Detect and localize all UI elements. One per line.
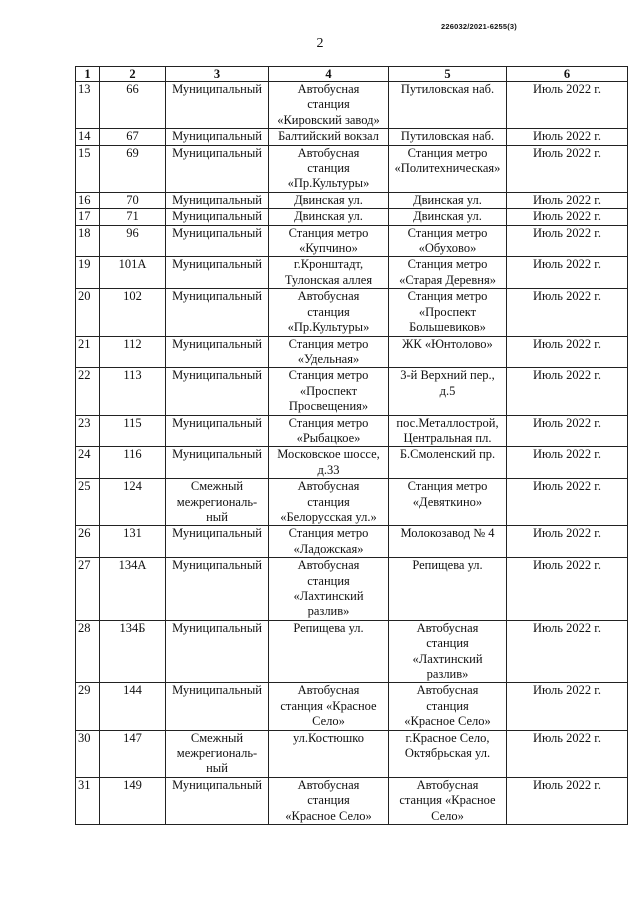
start-point-cell xyxy=(269,368,389,415)
cell-line: Муниципальный xyxy=(172,447,262,462)
table-body xyxy=(76,82,628,825)
end-point-cell xyxy=(389,192,507,208)
row-number-cell: 29 xyxy=(76,683,100,730)
table-row xyxy=(76,558,628,621)
cell-line: Муниципальный xyxy=(172,257,262,272)
cell-line: Автобусная xyxy=(297,82,360,96)
date-cell: Июль 2022 г. xyxy=(507,336,628,368)
start-point-cell xyxy=(269,730,389,777)
cell-line: станция «Красное xyxy=(399,793,496,808)
document-id: 226032/2021-6255(3) xyxy=(441,22,517,31)
cell-line: станция xyxy=(307,793,350,808)
cell-line: станция xyxy=(307,97,350,112)
column-header: 3 xyxy=(166,67,269,82)
table-row xyxy=(76,209,628,225)
cell-line: Смежный xyxy=(190,479,244,494)
row-number-cell: 21 xyxy=(76,336,100,368)
route-type-cell xyxy=(166,257,269,289)
cell-line: разлив» xyxy=(426,667,469,682)
table-row xyxy=(76,415,628,447)
date-cell: Июль 2022 г. xyxy=(507,145,628,192)
table-row xyxy=(76,145,628,192)
route-number-cell: 115 xyxy=(100,415,166,447)
date-cell: Июль 2022 г. xyxy=(507,289,628,336)
route-type-cell xyxy=(166,777,269,824)
route-number-cell: 144 xyxy=(100,683,166,730)
row-number-cell: 25 xyxy=(76,479,100,526)
row-number-cell: 23 xyxy=(76,415,100,447)
row-number-cell: 13 xyxy=(76,82,100,129)
row-number-cell: 20 xyxy=(76,289,100,336)
end-point-cell xyxy=(389,368,507,415)
end-point-cell xyxy=(389,225,507,257)
cell-line: «Пр.Культуры» xyxy=(287,320,370,335)
route-number-cell: 116 xyxy=(100,447,166,479)
cell-line: «Пр.Культуры» xyxy=(287,176,370,191)
end-point-cell xyxy=(389,777,507,824)
table-row xyxy=(76,447,628,479)
cell-line: Станция метро xyxy=(407,257,488,272)
start-point-cell xyxy=(269,620,389,683)
row-number-cell: 27 xyxy=(76,558,100,621)
start-point-cell xyxy=(269,257,389,289)
row-number-cell: 17 xyxy=(76,209,100,225)
cell-line: Муниципальный xyxy=(172,336,262,351)
row-number-cell: 18 xyxy=(76,225,100,257)
cell-line: Муниципальный xyxy=(172,129,262,144)
date-cell: Июль 2022 г. xyxy=(507,225,628,257)
cell-line: «Купчино» xyxy=(299,241,358,256)
cell-line: Автобусная xyxy=(297,479,360,494)
route-type-cell xyxy=(166,415,269,447)
cell-line: разлив» xyxy=(307,604,350,619)
table-row xyxy=(76,129,628,145)
cell-line: Муниципальный xyxy=(172,415,262,430)
cell-line: Тулонская аллея xyxy=(284,272,373,287)
cell-line: 3-й Верхний пер., xyxy=(400,368,495,383)
cell-line: Двинская ул. xyxy=(294,192,363,207)
route-number-cell: 102 xyxy=(100,289,166,336)
cell-line: Муниципальный xyxy=(172,777,262,792)
cell-line: Путиловская наб. xyxy=(400,129,495,144)
route-type-cell xyxy=(166,479,269,526)
row-number-cell: 31 xyxy=(76,777,100,824)
row-number-cell: 19 xyxy=(76,257,100,289)
row-number-cell: 28 xyxy=(76,620,100,683)
start-point-cell xyxy=(269,415,389,447)
table-header-row xyxy=(76,67,628,82)
cell-line: пос.Металлострой, xyxy=(396,415,499,430)
cell-line: Большевиков» xyxy=(409,320,486,335)
cell-line: «Красное Село» xyxy=(285,808,372,823)
date-cell: Июль 2022 г. xyxy=(507,415,628,447)
cell-line: станция xyxy=(307,573,350,588)
date-cell: Июль 2022 г. xyxy=(507,620,628,683)
cell-line: Репищева ул. xyxy=(293,620,364,635)
date-cell: Июль 2022 г. xyxy=(507,479,628,526)
cell-line: Станция метро xyxy=(407,289,488,304)
cell-line: Автобусная xyxy=(297,777,360,792)
start-point-cell xyxy=(269,145,389,192)
start-point-cell xyxy=(269,447,389,479)
table-row xyxy=(76,192,628,208)
date-cell: Июль 2022 г. xyxy=(507,558,628,621)
cell-line: Автобусная xyxy=(297,289,360,304)
cell-line: станция xyxy=(426,636,469,651)
cell-line: станция xyxy=(426,698,469,713)
cell-line: Автобусная xyxy=(416,683,479,698)
table-row xyxy=(76,82,628,129)
route-type-cell xyxy=(166,289,269,336)
cell-line: Муниципальный xyxy=(172,683,262,698)
cell-line: Муниципальный xyxy=(172,192,262,207)
date-cell: Июль 2022 г. xyxy=(507,730,628,777)
table-row xyxy=(76,257,628,289)
cell-line: Муниципальный xyxy=(172,526,262,541)
cell-line: Муниципальный xyxy=(172,558,262,573)
cell-line: станция xyxy=(307,161,350,176)
cell-line: Муниципальный xyxy=(172,225,262,240)
start-point-cell xyxy=(269,526,389,558)
cell-line: г.Кронштадт, xyxy=(293,257,364,272)
cell-line: Муниципальный xyxy=(172,82,262,96)
cell-line: «Удельная» xyxy=(297,351,360,366)
cell-line: Муниципальный xyxy=(172,289,262,304)
cell-line: станция «Красное xyxy=(280,698,377,713)
row-number-cell: 30 xyxy=(76,730,100,777)
date-cell: Июль 2022 г. xyxy=(507,257,628,289)
route-number-cell: 101А xyxy=(100,257,166,289)
cell-line: Двинская ул. xyxy=(413,192,482,207)
route-number-cell: 134Б xyxy=(100,620,166,683)
end-point-cell xyxy=(389,145,507,192)
route-number-cell: 96 xyxy=(100,225,166,257)
route-type-cell xyxy=(166,225,269,257)
cell-line: Станция метро xyxy=(288,526,369,541)
cell-line: ул.Костюшко xyxy=(292,730,364,745)
column-header: 6 xyxy=(507,67,628,82)
cell-line: Б.Смоленский пр. xyxy=(399,447,496,462)
route-type-cell xyxy=(166,447,269,479)
cell-line: Муниципальный xyxy=(172,209,262,224)
route-type-cell xyxy=(166,526,269,558)
route-type-cell xyxy=(166,82,269,129)
cell-line: Муниципальный xyxy=(172,368,262,383)
row-number-cell: 14 xyxy=(76,129,100,145)
cell-line: Станция метро xyxy=(407,145,488,160)
cell-line: Смежный xyxy=(190,730,244,745)
route-number-cell: 71 xyxy=(100,209,166,225)
cell-line: «Проспект xyxy=(418,304,477,319)
column-header: 2 xyxy=(100,67,166,82)
cell-line: Путиловская наб. xyxy=(400,82,495,96)
end-point-cell xyxy=(389,415,507,447)
cell-line: Станция метро xyxy=(288,225,369,240)
cell-line: «Кировский завод» xyxy=(277,112,380,127)
route-type-cell xyxy=(166,145,269,192)
cell-line: Станция метро xyxy=(288,336,369,351)
start-point-cell xyxy=(269,777,389,824)
date-cell: Июль 2022 г. xyxy=(507,683,628,730)
cell-line: Московское шоссе, xyxy=(277,447,380,462)
route-number-cell: 69 xyxy=(100,145,166,192)
end-point-cell xyxy=(389,558,507,621)
row-number-cell: 26 xyxy=(76,526,100,558)
cell-line: Муниципальный xyxy=(172,620,262,635)
table-row xyxy=(76,368,628,415)
route-type-cell xyxy=(166,192,269,208)
cell-line: Балтийский вокзал xyxy=(278,129,379,144)
cell-line: «Старая Деревня» xyxy=(399,272,496,287)
column-header: 4 xyxy=(269,67,389,82)
date-cell: Июль 2022 г. xyxy=(507,82,628,129)
cell-line: «Красное Село» xyxy=(404,714,491,729)
cell-line: Центральная пл. xyxy=(403,430,492,445)
route-number-cell: 134А xyxy=(100,558,166,621)
column-header: 5 xyxy=(389,67,507,82)
date-cell: Июль 2022 г. xyxy=(507,209,628,225)
cell-line: Автобусная xyxy=(297,683,360,698)
start-point-cell xyxy=(269,683,389,730)
row-number-cell: 16 xyxy=(76,192,100,208)
cell-line: «Обухово» xyxy=(418,241,477,256)
route-type-cell xyxy=(166,129,269,145)
cell-line: «Проспект xyxy=(299,383,358,398)
cell-line: Автобусная xyxy=(416,620,479,635)
date-cell: Июль 2022 г. xyxy=(507,777,628,824)
cell-line: межрегиональ- xyxy=(176,494,258,509)
date-cell: Июль 2022 г. xyxy=(507,192,628,208)
cell-line: межрегиональ- xyxy=(176,746,258,761)
end-point-cell xyxy=(389,336,507,368)
cell-line: г.Красное Село, xyxy=(405,730,490,745)
end-point-cell xyxy=(389,129,507,145)
end-point-cell xyxy=(389,447,507,479)
cell-line: Автобусная xyxy=(416,777,479,792)
route-type-cell xyxy=(166,336,269,368)
end-point-cell xyxy=(389,526,507,558)
route-type-cell xyxy=(166,558,269,621)
start-point-cell xyxy=(269,225,389,257)
end-point-cell xyxy=(389,257,507,289)
row-number-cell: 22 xyxy=(76,368,100,415)
route-number-cell: 66 xyxy=(100,82,166,129)
cell-line: Село» xyxy=(431,808,464,823)
end-point-cell xyxy=(389,730,507,777)
route-number-cell: 67 xyxy=(100,129,166,145)
cell-line: ЖК «Юнтолово» xyxy=(402,336,493,351)
cell-line: Муниципальный xyxy=(172,145,262,160)
route-number-cell: 124 xyxy=(100,479,166,526)
table-row xyxy=(76,683,628,730)
cell-line: ный xyxy=(206,509,228,524)
cell-line: Октябрьская ул. xyxy=(404,746,491,761)
route-type-cell xyxy=(166,683,269,730)
row-number-cell: 24 xyxy=(76,447,100,479)
cell-line: д.33 xyxy=(317,462,340,477)
cell-line: «Ладожская» xyxy=(293,541,364,556)
start-point-cell xyxy=(269,289,389,336)
cell-line: Станция метро xyxy=(407,479,488,494)
end-point-cell xyxy=(389,620,507,683)
route-number-cell: 113 xyxy=(100,368,166,415)
end-point-cell xyxy=(389,82,507,129)
table-row xyxy=(76,620,628,683)
end-point-cell xyxy=(389,209,507,225)
cell-line: Просвещения» xyxy=(288,399,369,414)
column-header: 1 xyxy=(76,67,100,82)
start-point-cell xyxy=(269,192,389,208)
cell-line: д.5 xyxy=(439,383,456,398)
table-row xyxy=(76,479,628,526)
route-type-cell xyxy=(166,620,269,683)
date-cell: Июль 2022 г. xyxy=(507,129,628,145)
cell-line: Станция метро xyxy=(288,415,369,430)
cell-line: Двинская ул. xyxy=(294,209,363,224)
start-point-cell xyxy=(269,129,389,145)
route-number-cell: 149 xyxy=(100,777,166,824)
cell-line: Автобусная xyxy=(297,145,360,160)
date-cell: Июль 2022 г. xyxy=(507,447,628,479)
cell-line: «Белорусская ул.» xyxy=(280,509,377,524)
start-point-cell xyxy=(269,558,389,621)
cell-line: Двинская ул. xyxy=(413,209,482,224)
cell-line: «Лахтинский xyxy=(412,651,483,666)
cell-line: ный xyxy=(206,761,228,776)
date-cell: Июль 2022 г. xyxy=(507,368,628,415)
date-cell: Июль 2022 г. xyxy=(507,526,628,558)
route-type-cell xyxy=(166,730,269,777)
end-point-cell xyxy=(389,289,507,336)
start-point-cell xyxy=(269,82,389,129)
end-point-cell xyxy=(389,683,507,730)
route-type-cell xyxy=(166,368,269,415)
routes-table xyxy=(75,66,628,825)
cell-line: «Рыбацкое» xyxy=(296,430,361,445)
end-point-cell xyxy=(389,479,507,526)
cell-line: «Девяткино» xyxy=(412,494,483,509)
cell-line: Станция метро xyxy=(288,368,369,383)
route-number-cell: 112 xyxy=(100,336,166,368)
route-number-cell: 131 xyxy=(100,526,166,558)
cell-line: станция xyxy=(307,304,350,319)
start-point-cell xyxy=(269,479,389,526)
table-row xyxy=(76,777,628,824)
table-row xyxy=(76,289,628,336)
cell-line: Село» xyxy=(312,714,345,729)
start-point-cell xyxy=(269,336,389,368)
cell-line: станция xyxy=(307,494,350,509)
route-number-cell: 70 xyxy=(100,192,166,208)
cell-line: Автобусная xyxy=(297,558,360,573)
table-row xyxy=(76,336,628,368)
route-type-cell xyxy=(166,209,269,225)
page-number: 2 xyxy=(316,36,324,51)
row-number-cell: 15 xyxy=(76,145,100,192)
cell-line: Репищева ул. xyxy=(412,558,483,573)
cell-line: Станция метро xyxy=(407,225,488,240)
start-point-cell xyxy=(269,209,389,225)
table-row xyxy=(76,526,628,558)
cell-line: Молокозавод № 4 xyxy=(400,526,495,541)
table-row xyxy=(76,225,628,257)
cell-line: «Политехническая» xyxy=(394,161,501,176)
route-number-cell: 147 xyxy=(100,730,166,777)
cell-line: «Лахтинский xyxy=(293,589,364,603)
table-row xyxy=(76,730,628,777)
